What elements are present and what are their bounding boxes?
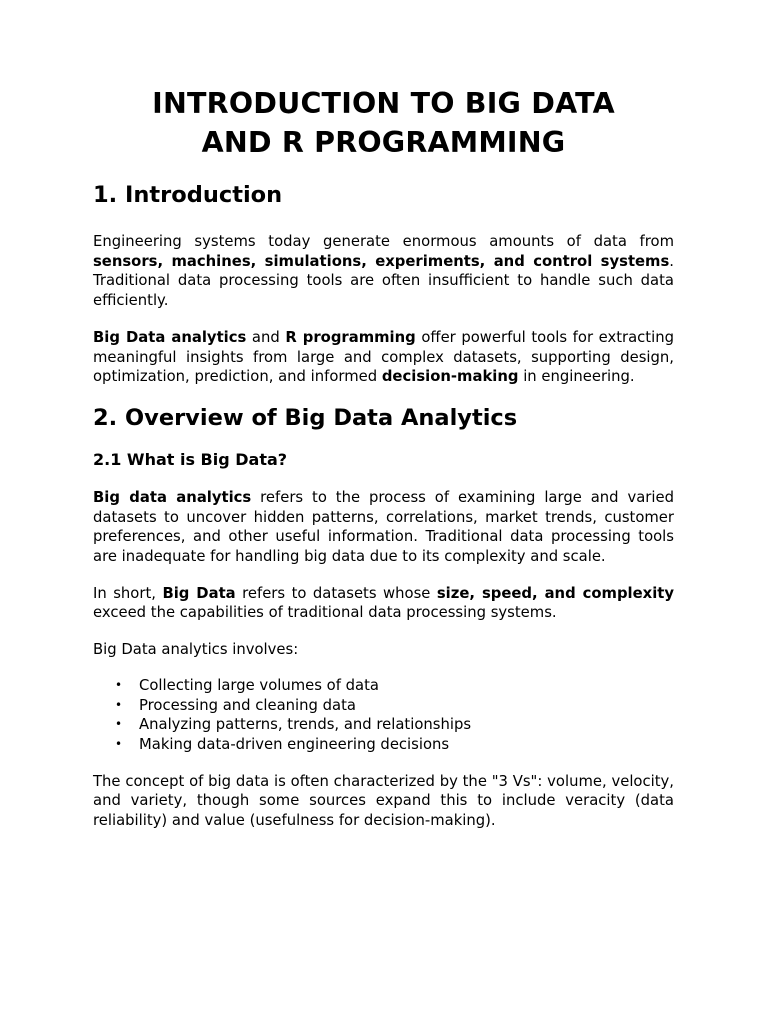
- list-item: [93, 735, 674, 755]
- bold-run: Big Data: [162, 584, 236, 602]
- big-data-paragraph-1: [93, 488, 674, 567]
- big-data-paragraph-3: Big Data analytics involves:: [93, 641, 299, 659]
- text-run: and: [246, 328, 286, 346]
- subsection-heading-what-is-big-data: 2.1 What is Big Data?: [93, 449, 288, 469]
- bold-run: decision-making: [381, 368, 519, 386]
- section-heading-introduction: 1. Introduction: [93, 182, 283, 208]
- bullet-marker: •: [115, 736, 123, 751]
- text-run: in engineering.: [518, 368, 635, 386]
- bold-run: R programming: [285, 328, 416, 346]
- bold-run: Big data analytics: [93, 488, 252, 506]
- text-run: Engineering systems today generate enormous amounts of data from: [93, 233, 674, 250]
- bullet-list: [93, 676, 674, 755]
- bullet-marker: •: [115, 717, 123, 732]
- text-run: refers to datasets whose: [235, 584, 437, 602]
- section-heading-overview: 2. Overview of Big Data Analytics: [93, 404, 518, 431]
- list-item-text: Collecting large volumes of data: [139, 676, 379, 694]
- bold-run: Big Data analytics: [93, 328, 247, 346]
- list-item: [93, 715, 674, 735]
- big-data-paragraph-2: [93, 584, 674, 623]
- title-line-2: AND R PROGRAMMING: [201, 126, 566, 159]
- bullet-marker: •: [115, 677, 123, 692]
- text-run: In short,: [93, 584, 163, 602]
- intro-paragraph-2: [93, 328, 674, 387]
- title-line-1: INTRODUCTION TO BIG DATA: [152, 87, 615, 120]
- intro-paragraph-1: [93, 232, 674, 311]
- document-title: [93, 84, 674, 162]
- bold-run: sensors, machines, simulations, experiments, and control systems: [93, 252, 670, 270]
- text-run: offer powerful tools for extracting meaningful insights from large and complex datasets, supporting design, optimization, prediction, and informed: [93, 328, 674, 386]
- list-item-text: Analyzing patterns, trends, and relationships: [139, 716, 472, 734]
- text-run: exceed the capabilities of traditional data processing systems.: [93, 604, 557, 622]
- list-item: [93, 676, 674, 696]
- list-item-text: Processing and cleaning data: [139, 696, 356, 714]
- list-item-text: Making data-driven engineering decisions: [139, 735, 450, 753]
- text-run: refers to the process of examining large and varied datasets to uncover hidden patterns, correlations, market trends, customer preferences, and other useful information. Traditional data processing tools are inadequate for handling big data due to its complexity and scale.: [93, 488, 674, 566]
- text-run: . Traditional data processing tools are often insufficient to handle such data efficiently.: [93, 252, 674, 310]
- bullet-marker: •: [115, 697, 123, 712]
- big-data-paragraph-4: The concept of big data is often characterized by the "3 Vs": volume, velocity, and variety, though some sources expand this to include veracity (data reliability) and value (usefulness for decision-making).: [93, 772, 674, 830]
- bold-run: size, speed, and complexity: [436, 584, 674, 602]
- list-item: [93, 696, 674, 716]
